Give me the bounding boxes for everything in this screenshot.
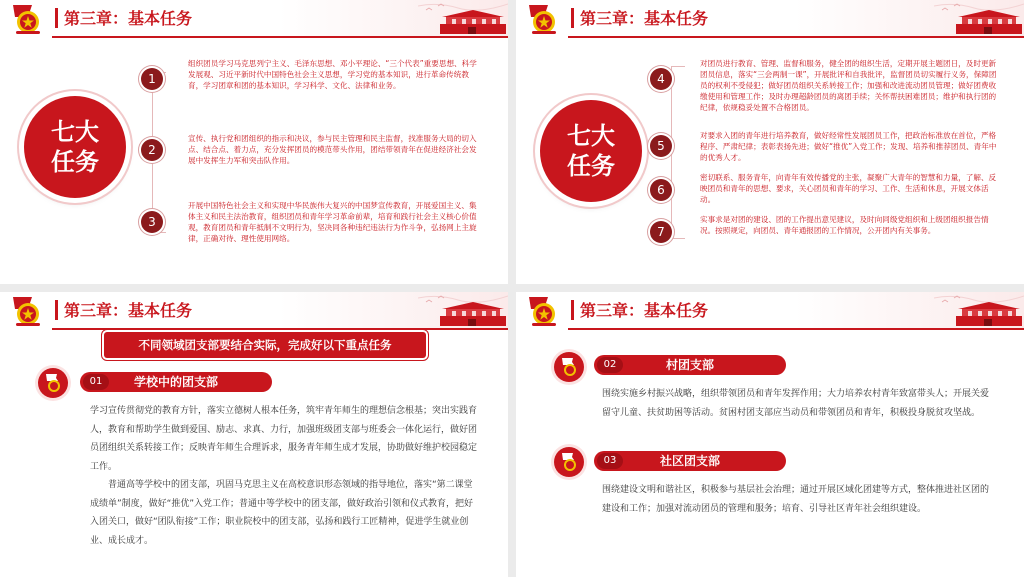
tiananmen-gate-icon — [934, 292, 1024, 328]
youth-league-emblem-icon — [526, 3, 562, 35]
youth-league-emblem-icon — [10, 3, 46, 35]
slide-school-branch — [0, 292, 508, 576]
task-number: 3 — [141, 211, 163, 233]
title-marker — [55, 8, 58, 28]
section-number: 02 — [597, 357, 623, 373]
section-number: 03 — [597, 453, 623, 469]
flag-badge-icon — [554, 447, 584, 477]
header-divider — [52, 328, 508, 330]
task-number: 6 — [650, 179, 672, 201]
circle-line-2: 任务 — [567, 152, 615, 180]
seven-tasks-circle — [540, 100, 642, 202]
title-marker — [571, 300, 574, 320]
slide-tasks-4-7 — [516, 0, 1024, 284]
task-text: 宣传、执行党和团组织的指示和决议，参与民主管理和民主监督，找准服务大局的切入点、结合点、着力点，充分发挥团员的模范带头作用，团结带领青年在促进经济社会发展中发挥生力军和突击队作用。 — [188, 134, 477, 165]
section-heading-school — [80, 372, 272, 392]
youth-league-emblem-icon — [10, 295, 46, 327]
header-divider — [52, 36, 508, 38]
flag-badge-icon — [554, 352, 584, 382]
page-title: 第三章：基本任务 — [580, 9, 709, 28]
title-marker — [571, 8, 574, 28]
paragraph: 学习宣传贯彻党的教育方针，落实立德树人根本任务，筑牢青年师生的理想信念根基；突出实践育人，教育和帮助学生做到爱国、励志、求真、力行，加强班级团支部与班委会一体化运行，做好团员团组织关系转接工作；反映青年师生合理诉求，服务青年师生成才发展，协助做好维护校园稳定工作。 — [90, 406, 478, 472]
section-body: 围绕建设文明和谐社区，积极参与基层社会治理；通过开展区域化团建等方式，整体推进社区团的建设和工作；加强对流动团员的管理和服务；培育、引导社区青年社会组织建设。 — [602, 485, 990, 514]
connector — [671, 66, 685, 67]
title-marker — [55, 300, 58, 320]
task-text: 实事求是对团的建设、团的工作提出意见建议，及时向同级党组织和上级团组织报告情况。按照规定，向团员、青年通报团的工作情况，公开团内有关事务。 — [700, 215, 989, 235]
task-text: 组织团员学习马克思列宁主义、毛泽东思想、邓小平理论、“三个代表”重要思想、科学发展观、习近平新时代中国特色社会主义思想，学习党的基本知识，进行革命传统教育，学习团章和团的基本知识，学习科学、文化、法律和业务。 — [188, 59, 477, 90]
circle-line-2: 任务 — [51, 148, 99, 176]
circle-line-1: 七大 — [567, 122, 615, 150]
task-text: 开展中国特色社会主义和实现中华民族伟大复兴的中国梦宣传教育，开展爱国主义、集体主义和民主法治教育，组织团员和青年学习革命前辈，培育和践行社会主义核心价值观，教育团员和青年抵制不文明行为，坚决同各种违纪违法行为作斗争，弘扬网上主旋律，正确对待、理性使用网络。 — [188, 201, 477, 243]
header-divider — [568, 36, 1024, 38]
section-body: 围绕实施乡村振兴战略，组织带领团员和青年发挥作用；大力培养农村青年致富带头人；开展关爱留守儿童、扶贫助困等活动。贫困村团支部应当动员和带领团员和青年，积极投身脱贫攻坚战。 — [602, 389, 990, 418]
task-text: 密切联系、服务青年，向青年有效传播党的主张，凝聚广大青年的智慧和力量，了解、反映团员和青年的思想、要求，关心团员和青年的学习、工作、生活和休息，开展文体活动。 — [700, 173, 997, 204]
task-number: 1 — [141, 68, 163, 90]
page-title: 第三章：基本任务 — [580, 301, 709, 320]
tiananmen-gate-icon — [418, 292, 508, 328]
paragraph: 普通高等学校中的团支部，巩固马克思主义在高校意识形态领域的指导地位，落实“第二课堂成绩单”制度，做好“推优”入党工作；普通中等学校中的团支部，做好政治引领和仪式教育，把好入团关口，做好“团队衔接”工作；职业院校中的团支部，弘扬和践行工匠精神，促进学生就业创业、成长成才。 — [90, 480, 473, 546]
tiananmen-gate-icon — [418, 0, 508, 36]
tiananmen-gate-icon — [934, 0, 1024, 36]
section-heading-village — [594, 355, 786, 375]
seven-tasks-circle — [24, 96, 126, 198]
section-heading-community — [594, 451, 786, 471]
page-title: 第三章：基本任务 — [64, 9, 193, 28]
page-title: 第三章：基本任务 — [64, 301, 193, 320]
section-title: 社区团支部 — [659, 454, 720, 468]
task-number: 7 — [650, 221, 672, 243]
section-title: 村团支部 — [665, 358, 714, 372]
section-title: 学校中的团支部 — [133, 375, 218, 389]
slide-tasks-1-3 — [0, 0, 508, 284]
task-number: 4 — [650, 68, 672, 90]
key-tasks-banner: 不同领域团支部要结合实际，完成好以下重点任务 — [104, 332, 426, 358]
header-divider — [568, 328, 1024, 330]
youth-league-emblem-icon — [526, 295, 562, 327]
flag-badge-icon — [38, 368, 68, 398]
task-number: 5 — [650, 135, 672, 157]
slide-village-community-branch — [516, 292, 1024, 576]
timeline-line — [671, 66, 672, 238]
task-number: 2 — [141, 139, 163, 161]
circle-line-1: 七大 — [51, 118, 99, 146]
section-number: 01 — [83, 374, 109, 390]
section-body — [90, 402, 480, 550]
task-text: 对团员进行教育、管理、监督和服务，健全团的组织生活，定期开展主题团日，及时更新团员信息，落实“三会两制一课”，开展批评和自我批评，监督团员切实履行义务，保障团员的权利不受侵犯；做好团员组织关系转接工作；加强和改进流动团员管理；做好团费收缴使用和管理工作；及时办理超龄团员的离团手续；关怀帮扶困难团员；维护和执行团的纪律，依规稳妥处置不合格团员。 — [700, 59, 997, 112]
connector — [671, 238, 685, 239]
task-text: 对要求入团的青年进行培养教育，做好经常性发展团员工作，把政治标准放在首位，严格程序、严肃纪律；表彰表扬先进；做好“推优”入党工作；发现、培养和推荐团员、青年中的优秀人才。 — [700, 131, 997, 162]
